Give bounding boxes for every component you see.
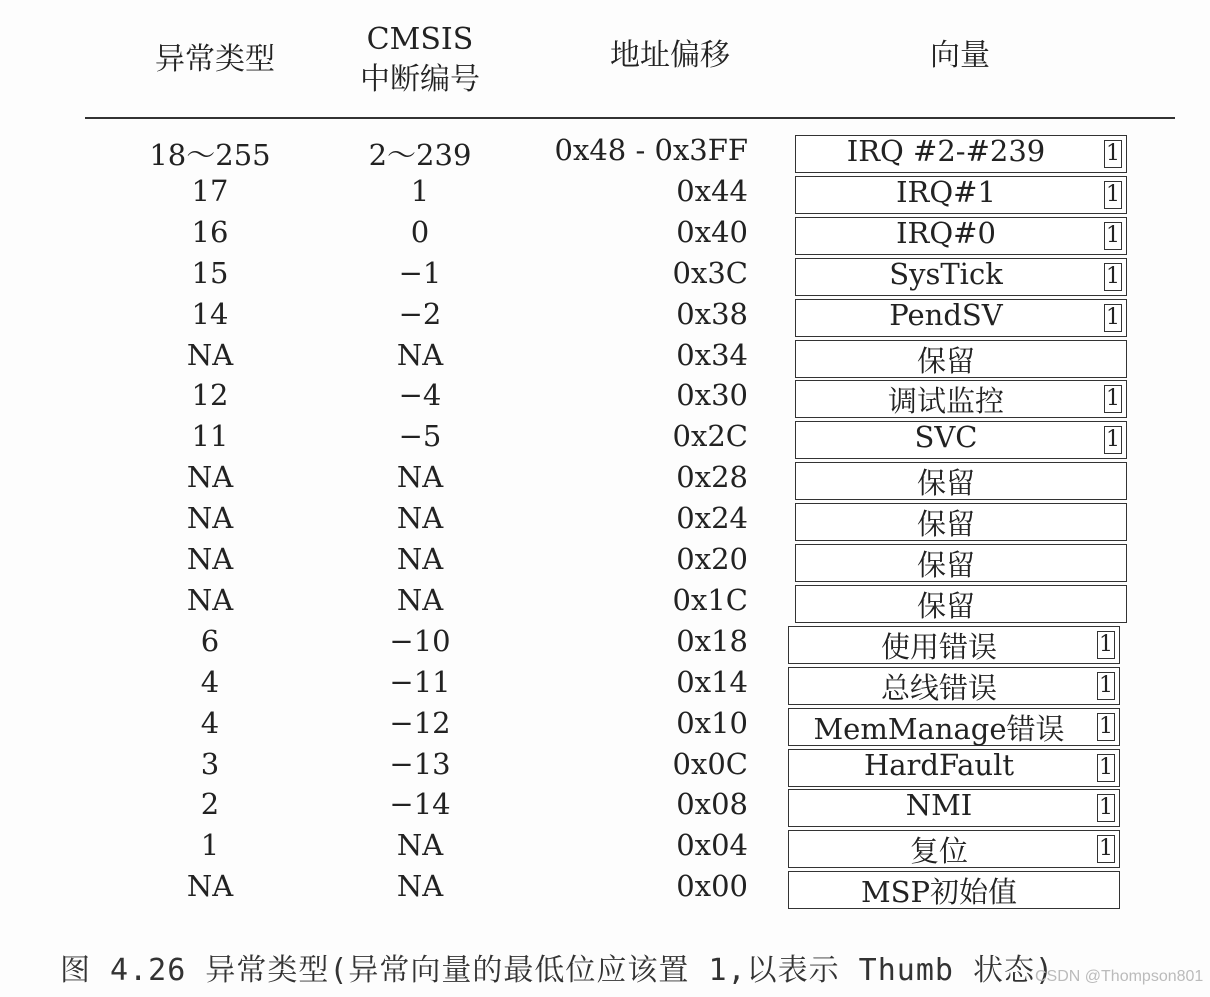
thumb-bit-flag: 1 (1099, 672, 1113, 698)
header-cmsis-line2: 中断编号 (360, 62, 480, 97)
table-row (0, 828, 1210, 869)
table-row (0, 378, 1210, 419)
header-exception-type: 异常类型 (155, 42, 275, 77)
vector-label: IRQ#1 (896, 174, 996, 209)
address-offset: 0x08 (676, 787, 748, 822)
vector-label: SVC (914, 420, 978, 455)
address-offset: 0x30 (676, 378, 748, 413)
table-row (0, 624, 1210, 665)
exception-type: 1 (200, 828, 220, 863)
table-row (0, 583, 1210, 624)
vector-label: MemManage错误 (813, 711, 1065, 746)
thumb-bit-flag: 1 (1106, 141, 1120, 166)
vector-box (795, 585, 1127, 623)
header-cmsis-line1: CMSIS (366, 22, 474, 57)
cmsis-number: NA (396, 337, 444, 372)
exception-type: NA (186, 460, 234, 495)
vector-box (795, 544, 1127, 582)
exception-type: NA (186, 501, 234, 536)
thumb-bit-flag: 1 (1099, 795, 1113, 821)
address-offset: 0x3C (672, 255, 748, 290)
address-offset: 0x04 (676, 828, 748, 863)
vector-box (795, 176, 1127, 214)
table-row (0, 297, 1210, 338)
vector-box (788, 830, 1120, 868)
exception-type: NA (186, 869, 234, 904)
table-row (0, 215, 1210, 256)
vector-box (795, 135, 1127, 173)
table-row (0, 133, 1210, 174)
cmsis-number: −12 (389, 705, 451, 740)
exception-type: 3 (200, 746, 220, 781)
cmsis-number: NA (396, 869, 444, 904)
table-row (0, 747, 1210, 788)
vector-label: PendSV (889, 297, 1003, 332)
thumb-bit-flag: 1 (1106, 222, 1120, 248)
address-offset: 0x40 (676, 214, 748, 249)
thumb-bit-flag: 1 (1099, 631, 1113, 657)
table-row (0, 542, 1210, 583)
table-row (0, 256, 1210, 297)
thumb-bit-flag: 1 (1099, 754, 1113, 780)
cmsis-number: 0 (410, 214, 430, 249)
vector-label: 保留 (916, 548, 975, 582)
address-offset: 0x10 (676, 705, 748, 740)
vector-box (788, 667, 1120, 705)
vector-label: HardFault (863, 747, 1015, 782)
cmsis-number: NA (396, 542, 444, 576)
vector-label: 使用错误 (880, 629, 997, 664)
vector-label: IRQ#0 (896, 215, 996, 250)
vector-box (795, 299, 1127, 337)
cmsis-number: −13 (389, 746, 451, 781)
vector-label: 保留 (916, 343, 975, 378)
figure-caption: 图 4.26 异常类型(异常向量的最低位应该置 1,以表示 Thumb 状态) (60, 953, 1055, 988)
exception-type: 14 (191, 296, 229, 331)
table-row (0, 338, 1210, 379)
exception-type: NA (186, 582, 234, 617)
cmsis-number: −5 (398, 419, 442, 454)
thumb-bit-flag: 1 (1106, 386, 1120, 412)
address-offset: 0x2C (672, 419, 748, 454)
vector-label: 复位 (909, 834, 968, 869)
vector-box (795, 421, 1127, 459)
exception-type: 4 (200, 705, 220, 740)
address-offset: 0x48 - 0x3FF (554, 133, 748, 167)
address-offset: 0x14 (676, 664, 748, 699)
cmsis-number: 1 (410, 173, 430, 208)
exception-type: 11 (191, 419, 229, 454)
address-offset: 0x44 (676, 173, 748, 208)
cmsis-number: NA (396, 501, 444, 536)
watermark: CSDN @Thompson801 (1035, 968, 1204, 985)
address-offset: 0x18 (676, 623, 748, 658)
exception-type: 2 (200, 787, 220, 822)
vector-box (795, 258, 1127, 296)
table-row (0, 665, 1210, 706)
vector-label: SysTick (889, 256, 1003, 291)
thumb-bit-flag: 1 (1106, 427, 1120, 453)
exception-type: NA (186, 337, 234, 372)
exception-type: 12 (191, 378, 229, 413)
table-row (0, 501, 1210, 542)
thumb-bit-flag: 1 (1099, 713, 1113, 739)
vector-box (788, 749, 1120, 787)
cmsis-number: 2～239 (368, 138, 472, 172)
address-offset: 0x34 (676, 337, 748, 372)
exception-type: 4 (200, 664, 220, 699)
address-offset: 0x00 (676, 869, 748, 904)
cmsis-number: NA (396, 828, 444, 863)
vector-box (795, 380, 1127, 418)
table-row (0, 706, 1210, 747)
cmsis-number: NA (396, 582, 444, 617)
vector-box (795, 503, 1127, 541)
address-offset: 0x0C (672, 746, 748, 781)
thumb-bit-flag: 1 (1099, 836, 1113, 862)
exception-type: 16 (191, 214, 229, 249)
cmsis-number: −2 (398, 296, 442, 331)
vector-label: MSP初始值 (860, 875, 1018, 910)
table-row (0, 787, 1210, 828)
vector-box (788, 871, 1120, 909)
vector-box (788, 789, 1120, 827)
vector-label: IRQ #2-#239 (846, 134, 1046, 168)
exception-type: 17 (191, 173, 229, 208)
header-address-offset: 地址偏移 (610, 38, 730, 73)
thumb-bit-flag: 1 (1106, 181, 1120, 207)
cmsis-number: NA (396, 460, 444, 495)
address-offset: 0x24 (676, 501, 748, 536)
vector-box (795, 217, 1127, 255)
vector-label: 调试监控 (887, 384, 1004, 419)
vector-label: 保留 (916, 507, 975, 542)
cmsis-number: −4 (398, 378, 442, 413)
cmsis-number: −10 (389, 623, 451, 658)
vector-label: 保留 (916, 588, 975, 623)
exception-type: 6 (200, 623, 220, 658)
address-offset: 0x1C (672, 582, 748, 617)
exception-type: 15 (191, 255, 229, 290)
thumb-bit-flag: 1 (1106, 263, 1120, 289)
vector-label: 总线错误 (880, 670, 997, 705)
table-row (0, 869, 1210, 910)
table-row (0, 419, 1210, 460)
vector-box (795, 340, 1127, 378)
cmsis-number: −14 (389, 787, 451, 822)
vector-box (795, 462, 1127, 500)
address-offset: 0x38 (676, 296, 748, 331)
thumb-bit-flag: 1 (1106, 304, 1120, 330)
header-rule (85, 117, 1175, 119)
vector-box (788, 626, 1120, 664)
address-offset: 0x20 (676, 542, 748, 576)
vector-label: NMI (905, 788, 973, 823)
header-vector: 向量 (930, 38, 990, 73)
cmsis-number: −11 (389, 664, 451, 699)
exception-type: NA (186, 542, 234, 576)
address-offset: 0x28 (676, 460, 748, 495)
vector-box (788, 708, 1120, 746)
table-row (0, 460, 1210, 501)
vector-label: 保留 (916, 466, 975, 501)
table-row (0, 174, 1210, 215)
exception-type: 18～255 (149, 138, 271, 172)
header-cmsis (340, 20, 500, 100)
cmsis-number: −1 (398, 255, 442, 290)
